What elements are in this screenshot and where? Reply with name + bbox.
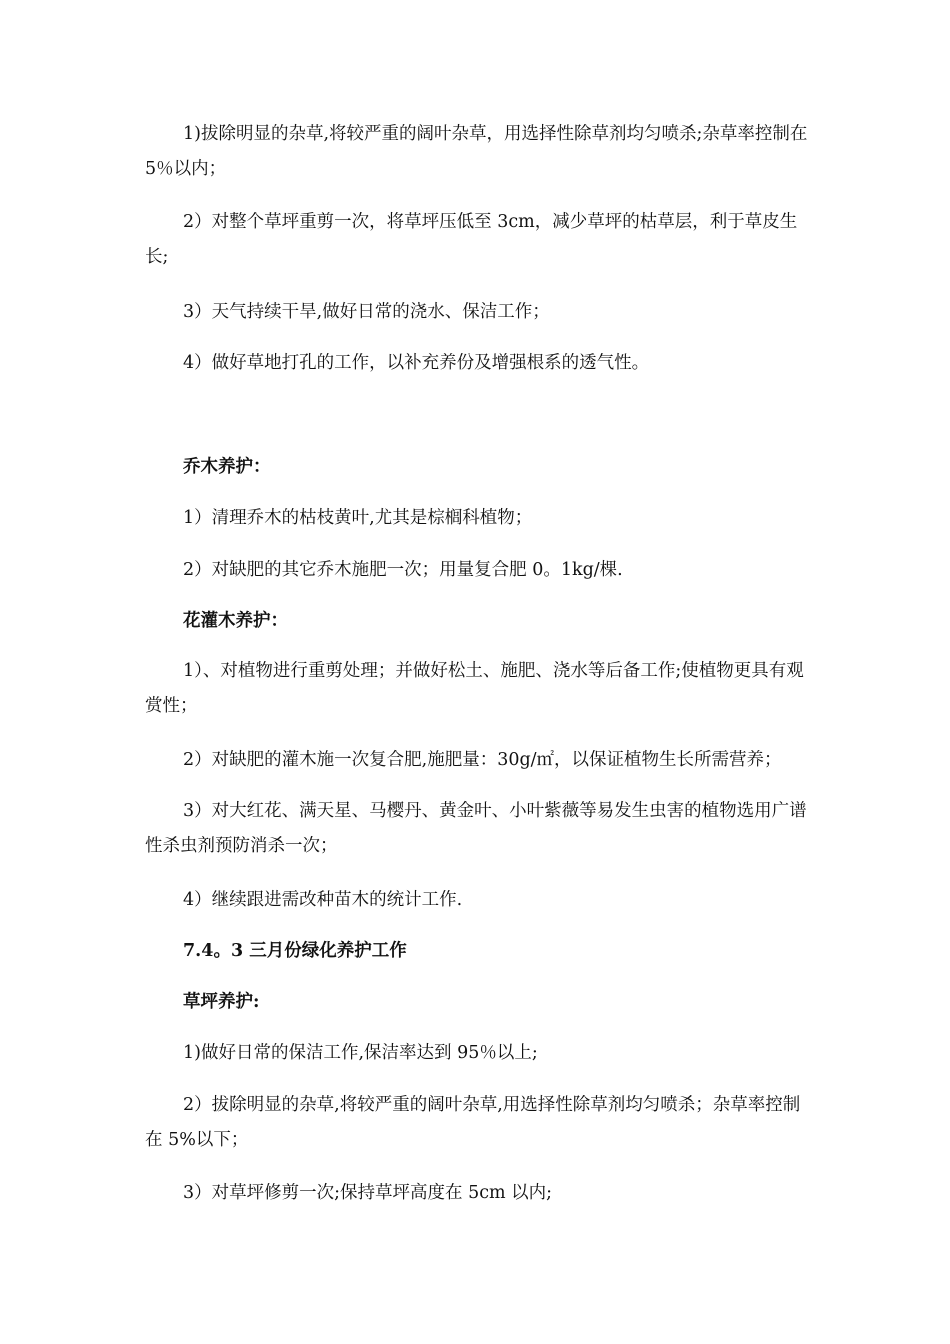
section-heading: 7.4。3 三月份绿化养护工作: [183, 941, 407, 961]
section-heading: 草坪养护:: [183, 992, 260, 1012]
paragraph: 1）、对植物进行重剪处理；并做好松土、施肥、浇水等后备工作;使植物更具有观赏性；: [145, 661, 804, 716]
paragraph: 3）对大红花、满天星、马樱丹、黄金叶、小叶紫薇等易发生虫害的植物选用广谱性杀虫剂预防消杀一次；: [145, 801, 807, 856]
section-heading: 花灌木养护：: [183, 611, 288, 631]
paragraph: 1）清理乔木的枯枝黄叶,尤其是棕榈科植物；: [183, 508, 533, 528]
paragraph: 3）对草坪修剪一次;保持草坪高度在 5cm 以内;: [183, 1183, 553, 1203]
paragraph: 4）继续跟进需改种苗木的统计工作.: [183, 890, 463, 910]
paragraph: 1)做好日常的保洁工作,保洁率达到 95％以上;: [183, 1043, 538, 1063]
paragraph: 1)拔除明显的杂草,将较严重的阔叶杂草，用选择性除草剂均匀喷杀;杂草率控制在 5％以内；: [145, 124, 808, 179]
paragraph: 3）天气持续干旱,做好日常的浇水、保洁工作；: [183, 302, 550, 322]
paragraph: 2）拔除明显的杂草,将较严重的阔叶杂草,用选择性除草剂均匀喷杀；杂草率控制在 5%以下；: [145, 1095, 801, 1150]
paragraph: 4）做好草地打孔的工作，以补充养份及增强根系的透气性。: [183, 353, 650, 373]
section-heading: 乔木养护：: [183, 457, 271, 477]
paragraph: 2）对缺肥的其它乔木施肥一次；用量复合肥 0。1kg/棵.: [183, 560, 623, 580]
paragraph: 2）对整个草坪重剪一次，将草坪压低至 3cm，减少草坪的枯草层，利于草皮生长;: [145, 212, 798, 267]
paragraph: 2）对缺肥的灌木施一次复合肥,施肥量：30g/㎡，以保证植物生长所需营养；: [183, 750, 782, 770]
